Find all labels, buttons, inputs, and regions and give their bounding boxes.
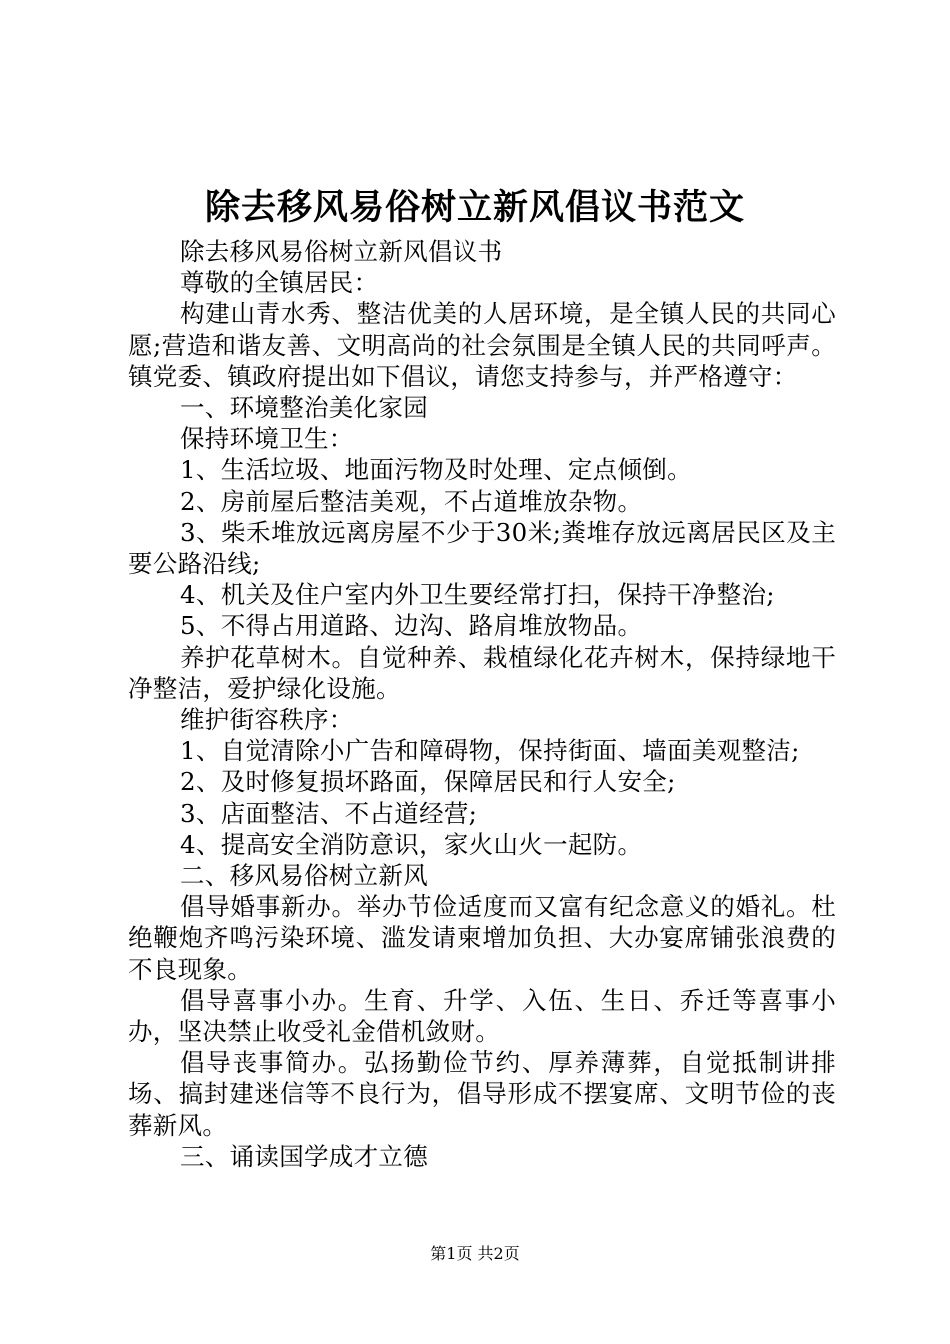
page-number-footer: 第1页 共2页: [430, 1244, 520, 1263]
document-paragraph: 除去移风易俗树立新风倡议书: [180, 237, 503, 266]
document-paragraph: 2、房前屋后整洁美观，不占道堆放杂物。: [180, 486, 643, 516]
document-paragraph: 1、自觉清除小广告和障碍物，保持街面、墙面美观整洁;: [180, 736, 800, 766]
document-body: [128, 236, 836, 1172]
document-paragraph: 5、不得占用道路、边沟、路肩堆放物品。: [180, 611, 643, 641]
document-paragraph: 4、提高安全消防意识，家火山火一起防。: [180, 829, 643, 859]
document-paragraph: 保持环境卫生：: [180, 424, 354, 454]
document-paragraph: 三、诵读国学成才立德: [180, 1141, 428, 1171]
document-paragraph: 二、移风易俗树立新风: [180, 861, 428, 891]
document-paragraph: 4、机关及住户室内外卫生要经常打扫，保持干净整治;: [180, 580, 775, 610]
document-paragraph: 养护花草树木。自觉种养、栽植绿化花卉树木，保持绿地干净整洁，爱护绿化设施。: [128, 642, 836, 703]
document-paragraph: 倡导丧事简办。弘扬勤俭节约、厚养薄葬，自觉抵制讲排场、搞封建迷信等不良行为，倡导形成不摆宴席、文明节俭的丧葬新风。: [128, 1048, 836, 1140]
document-paragraph: 2、及时修复损坏路面，保障居民和行人安全;: [180, 767, 676, 797]
document-paragraph: 一、环境整治美化家园: [180, 393, 428, 423]
document-paragraph: 倡导婚事新办。举办节俭适度而又富有纪念意义的婚礼。杜绝鞭炮齐鸣污染环境、滥发请柬增加负担、大办宴席铺张浪费的不良现象。: [128, 892, 836, 984]
document-paragraph: 倡导喜事小办。生育、升学、入伍、生日、乔迁等喜事小办，坚决禁止收受礼金借机敛财。: [128, 985, 836, 1047]
document-paragraph: 构建山青水秀、整洁优美的人居环境，是全镇人民的共同心愿;营造和谐友善、文明高尚的社会氛围是全镇人民的共同呼声。镇党委、镇政府提出如下倡议，请您支持参与，并严格遵守：: [128, 299, 836, 391]
document-paragraph: 尊敬的全镇居民：: [180, 268, 379, 298]
document-title: 除去移风易俗树立新风倡议书范文: [204, 187, 745, 228]
document-paragraph: 1、生活垃圾、地面污物及时处理、定点倾倒。: [180, 455, 692, 485]
document-paragraph: 维护街容秩序：: [180, 705, 354, 735]
document-paragraph: 3、柴禾堆放远离房屋不少于30米;粪堆存放远离居民区及主要公路沿线;: [128, 517, 836, 579]
document-paragraph: 3、店面整洁、不占道经营;: [180, 798, 478, 828]
